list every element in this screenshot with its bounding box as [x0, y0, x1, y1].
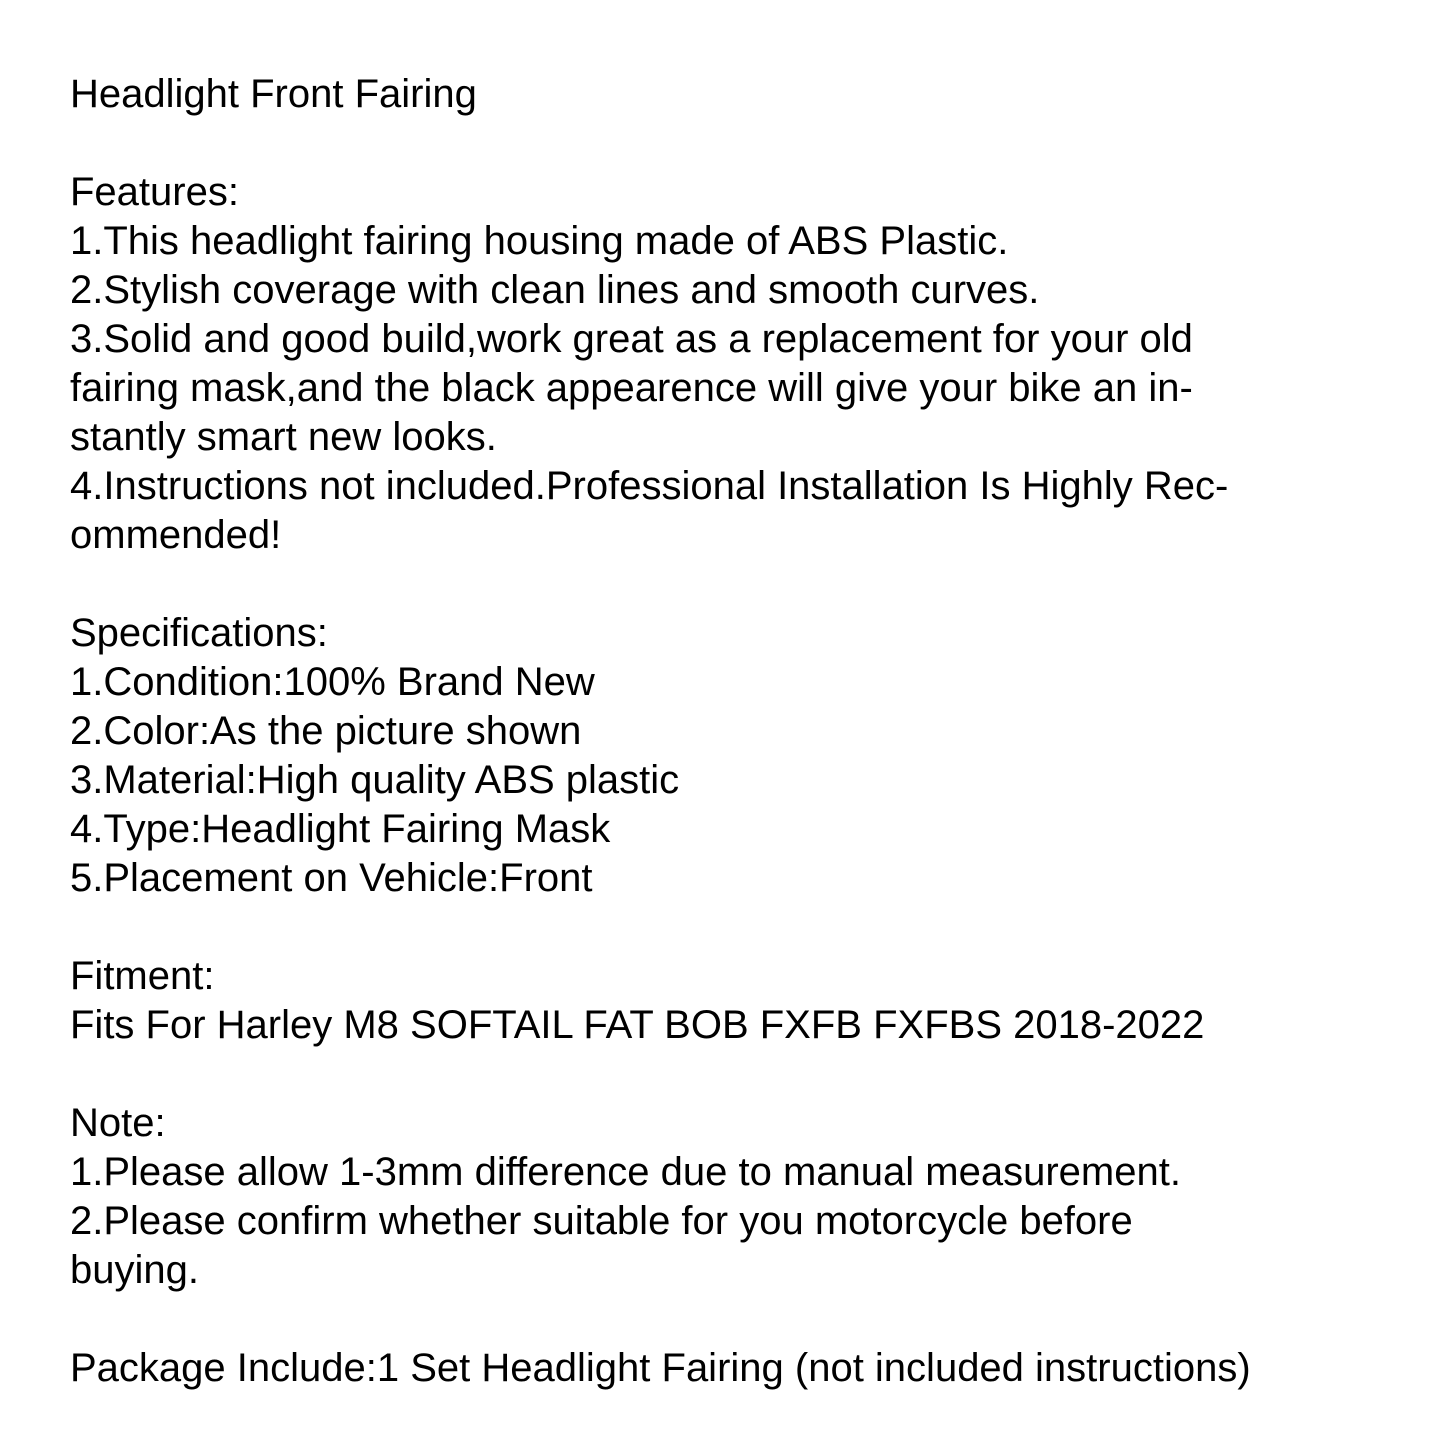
specifications-line: 2.Color:As the picture shown	[70, 709, 582, 753]
spacer	[70, 560, 1410, 609]
features-line: ommended!	[70, 513, 282, 557]
spacer	[70, 119, 1410, 168]
specifications-line: 3.Material:High quality ABS plastic	[70, 758, 680, 802]
features-line: 2.Stylish coverage with clean lines and smooth curves.	[70, 268, 1040, 312]
features-line: stantly smart new looks.	[70, 415, 497, 459]
specifications-heading: Specifications:	[70, 611, 328, 655]
features-heading: Features:	[70, 170, 239, 214]
package-section	[70, 1344, 1410, 1393]
features-section	[70, 168, 1410, 560]
fitment-line: Fits For Harley M8 SOFTAIL FAT BOB FXFB FXFBS 2018-2022	[70, 1003, 1205, 1047]
note-line: buying.	[70, 1248, 199, 1292]
note-line: 1.Please allow 1-3mm difference due to manual measurement.	[70, 1150, 1181, 1194]
package-line: Package Include:1 Set Headlight Fairing (not included instructions)	[70, 1346, 1251, 1390]
specifications-line: 1.Condition:100% Brand New	[70, 660, 595, 704]
specifications-line: 4.Type:Headlight Fairing Mask	[70, 807, 611, 851]
fitment-section	[70, 952, 1410, 1050]
note-section	[70, 1099, 1410, 1295]
features-line: 1.This headlight fairing housing made of ABS Plastic.	[70, 219, 1009, 263]
spacer	[70, 1295, 1410, 1344]
specifications-line: 5.Placement on Vehicle:Front	[70, 856, 593, 900]
page-title: Headlight Front Fairing	[70, 72, 477, 116]
features-line: 3.Solid and good build,work great as a replacement for your old	[70, 317, 1193, 361]
product-description	[70, 70, 1410, 1393]
features-line: fairing mask,and the black appearence will give your bike an in-	[70, 366, 1193, 410]
specifications-section	[70, 609, 1410, 903]
features-line: 4.Instructions not included.Professional Installation Is Highly Rec-	[70, 464, 1229, 508]
note-heading: Note:	[70, 1101, 166, 1145]
fitment-heading: Fitment:	[70, 954, 215, 998]
spacer	[70, 1050, 1410, 1099]
spacer	[70, 903, 1410, 952]
note-line: 2.Please confirm whether suitable for you motorcycle before	[70, 1199, 1133, 1243]
